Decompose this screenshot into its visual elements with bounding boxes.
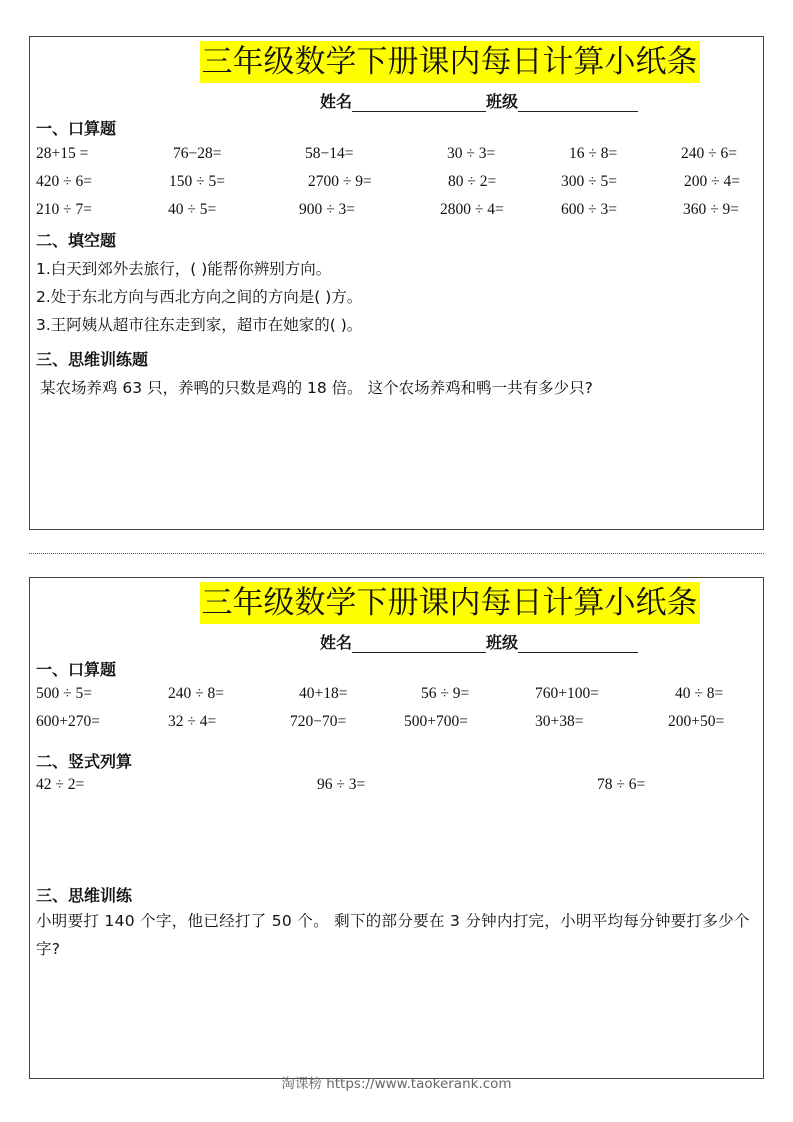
name-class-row: [320, 89, 638, 112]
problem: 80 ÷ 2=: [448, 173, 497, 190]
problem: 40 ÷ 8=: [675, 685, 724, 702]
problem: 2800 ÷ 4=: [440, 201, 504, 218]
worksheet-card-2: [29, 577, 764, 1079]
problem: 420 ÷ 6=: [36, 173, 92, 190]
fill-question-1: 1.白天到郊外去旅行，( )能帮你辨别方向。: [36, 260, 332, 278]
worksheet-title: 三年级数学下册课内每日计算小纸条: [200, 582, 700, 624]
section-heading-oral: 一、口算题: [36, 660, 117, 679]
problem: 56 ÷ 9=: [421, 685, 470, 702]
fill-question-3: 3.王阿姨从超市往东走到家，超市在她家的( )。: [36, 316, 363, 334]
problem: 900 ÷ 3=: [299, 201, 355, 218]
class-label: 班级: [486, 633, 519, 652]
problem: 76−28=: [173, 145, 222, 162]
problem: 760+100=: [535, 685, 599, 702]
problem: 500+700=: [404, 713, 468, 730]
fill-question-2: 2.处于东北方向与西北方向之间的方向是( )方。: [36, 288, 363, 306]
problem: 40+18=: [299, 685, 348, 702]
problem: 40 ÷ 5=: [168, 201, 217, 218]
class-label: 班级: [486, 92, 519, 111]
problem: 150 ÷ 5=: [169, 173, 225, 190]
word-problem: 某农场养鸡 63 只，养鸭的只数是鸡的 18 倍。 这个农场养鸡和鸭一共有多少只?: [40, 379, 593, 397]
problem: 58−14=: [305, 145, 354, 162]
problem: 240 ÷ 8=: [168, 685, 224, 702]
problem: 200+50=: [668, 713, 725, 730]
problem: 720−70=: [290, 713, 347, 730]
cut-line: [29, 553, 764, 554]
name-class-row: [320, 630, 638, 653]
worksheet-card-1: [29, 36, 764, 530]
section-heading-oral: 一、口算题: [36, 119, 117, 138]
class-blank: [518, 95, 638, 112]
problem: 16 ÷ 8=: [569, 145, 618, 162]
section-heading-thinking: 三、思维训练: [36, 886, 133, 905]
class-blank: [518, 636, 638, 653]
section-heading-vertical: 二、竖式列算: [36, 752, 133, 771]
section-heading-thinking: 三、思维训练题: [36, 350, 149, 369]
problem: 300 ÷ 5=: [561, 173, 617, 190]
word-problem: 小明要打 140 个字，他已经打了 50 个。 剩下的部分要在 3 分钟内打完，小明平均每分钟要打多少个字?: [36, 912, 750, 958]
name-label: 姓名: [320, 92, 353, 111]
problem: 600+270=: [36, 713, 100, 730]
name-blank: [352, 95, 486, 112]
problem: 240 ÷ 6=: [681, 145, 737, 162]
problem: 600 ÷ 3=: [561, 201, 617, 218]
section-heading-fill: 二、填空题: [36, 231, 117, 250]
problem: 210 ÷ 7=: [36, 201, 92, 218]
problem: 28+15 =: [36, 145, 89, 162]
problem: 32 ÷ 4=: [168, 713, 217, 730]
problem: 30 ÷ 3=: [447, 145, 496, 162]
footer-watermark: 淘课榜 https://www.taokerank.com: [281, 1076, 512, 1092]
name-blank: [352, 636, 486, 653]
vertical-problem: 78 ÷ 6=: [597, 776, 646, 793]
problem: 360 ÷ 9=: [683, 201, 739, 218]
worksheet-title: 三年级数学下册课内每日计算小纸条: [200, 41, 700, 83]
problem: 500 ÷ 5=: [36, 685, 92, 702]
name-label: 姓名: [320, 633, 353, 652]
problem: 2700 ÷ 9=: [308, 173, 372, 190]
vertical-problem: 96 ÷ 3=: [317, 776, 366, 793]
problem: 200 ÷ 4=: [684, 173, 740, 190]
problem: 30+38=: [535, 713, 584, 730]
vertical-problem: 42 ÷ 2=: [36, 776, 85, 793]
